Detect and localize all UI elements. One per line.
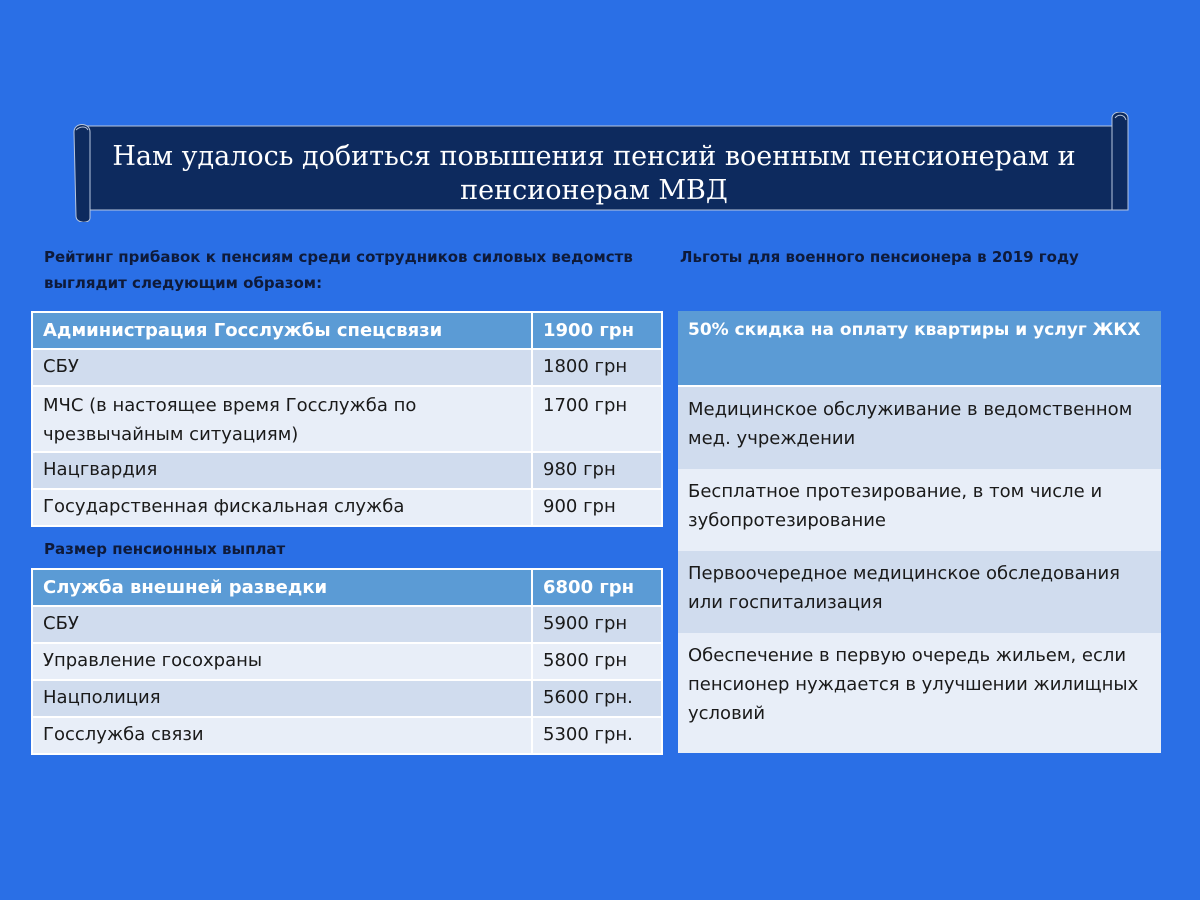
- benefits-list: [678, 311, 1161, 753]
- row-value-cell: 5600 грн.: [532, 680, 662, 717]
- payments-heading: Размер пенсионных выплат: [44, 540, 286, 558]
- row-value-cell: 1700 грн: [532, 386, 662, 452]
- benefits-heading: Льготы для военного пенсионера в 2019 году: [680, 248, 1079, 266]
- header-value-cell: 6800 грн: [532, 569, 662, 606]
- row-name-cell: СБУ: [32, 606, 532, 643]
- table-row: [32, 717, 662, 754]
- table-row: [32, 606, 662, 643]
- header-value-cell: 1900 грн: [532, 312, 662, 349]
- row-value-cell: 900 грн: [532, 489, 662, 526]
- row-name-cell: Нацгвардия: [32, 452, 532, 489]
- ranking-table: [31, 311, 663, 527]
- row-value-cell: 5300 грн.: [532, 717, 662, 754]
- row-value-cell: 1800 грн: [532, 349, 662, 386]
- list-item: Бесплатное протезирование, в том числе и зубопротезирование: [678, 469, 1161, 551]
- list-item: Обеспечение в первую очередь жильем, если пенсионер нуждается в улучшении жилищных условий: [678, 633, 1161, 753]
- table-row: [32, 386, 662, 452]
- table-row: [32, 680, 662, 717]
- row-name-cell: Управление госохраны: [32, 643, 532, 680]
- ranking-heading: Рейтинг прибавок к пенсиям среди сотрудников силовых ведомств выглядит следующим образом:: [44, 248, 633, 292]
- row-name-cell: МЧС (в настоящее время Госслужба по чрезвычайным ситуациям): [32, 386, 532, 452]
- table-header-row: [32, 569, 662, 606]
- benefit-header: 50% скидка на оплату квартиры и услуг ЖКХ: [678, 311, 1161, 387]
- table-header-row: [32, 312, 662, 349]
- row-name-cell: Государственная фискальная служба: [32, 489, 532, 526]
- header-name-cell: Администрация Госслужбы спецсвязи: [32, 312, 532, 349]
- list-item: Медицинское обслуживание в ведомственном мед. учреждении: [678, 387, 1161, 469]
- row-value-cell: 980 грн: [532, 452, 662, 489]
- table-row: [32, 452, 662, 489]
- title-banner: [72, 112, 1130, 222]
- table-row: [32, 349, 662, 386]
- payments-table: [31, 568, 663, 755]
- row-name-cell: Нацполиция: [32, 680, 532, 717]
- page-title: Нам удалось добиться повышения пенсий военным пенсионерам и пенсионерам МВД: [112, 141, 1076, 206]
- row-value-cell: 5800 грн: [532, 643, 662, 680]
- row-value-cell: 5900 грн: [532, 606, 662, 643]
- row-name-cell: Госслужба связи: [32, 717, 532, 754]
- row-name-cell: СБУ: [32, 349, 532, 386]
- header-name-cell: Служба внешней разведки: [32, 569, 532, 606]
- table-row: [32, 643, 662, 680]
- table-row: [32, 489, 662, 526]
- list-item: Первоочередное медицинское обследования или госпитализация: [678, 551, 1161, 633]
